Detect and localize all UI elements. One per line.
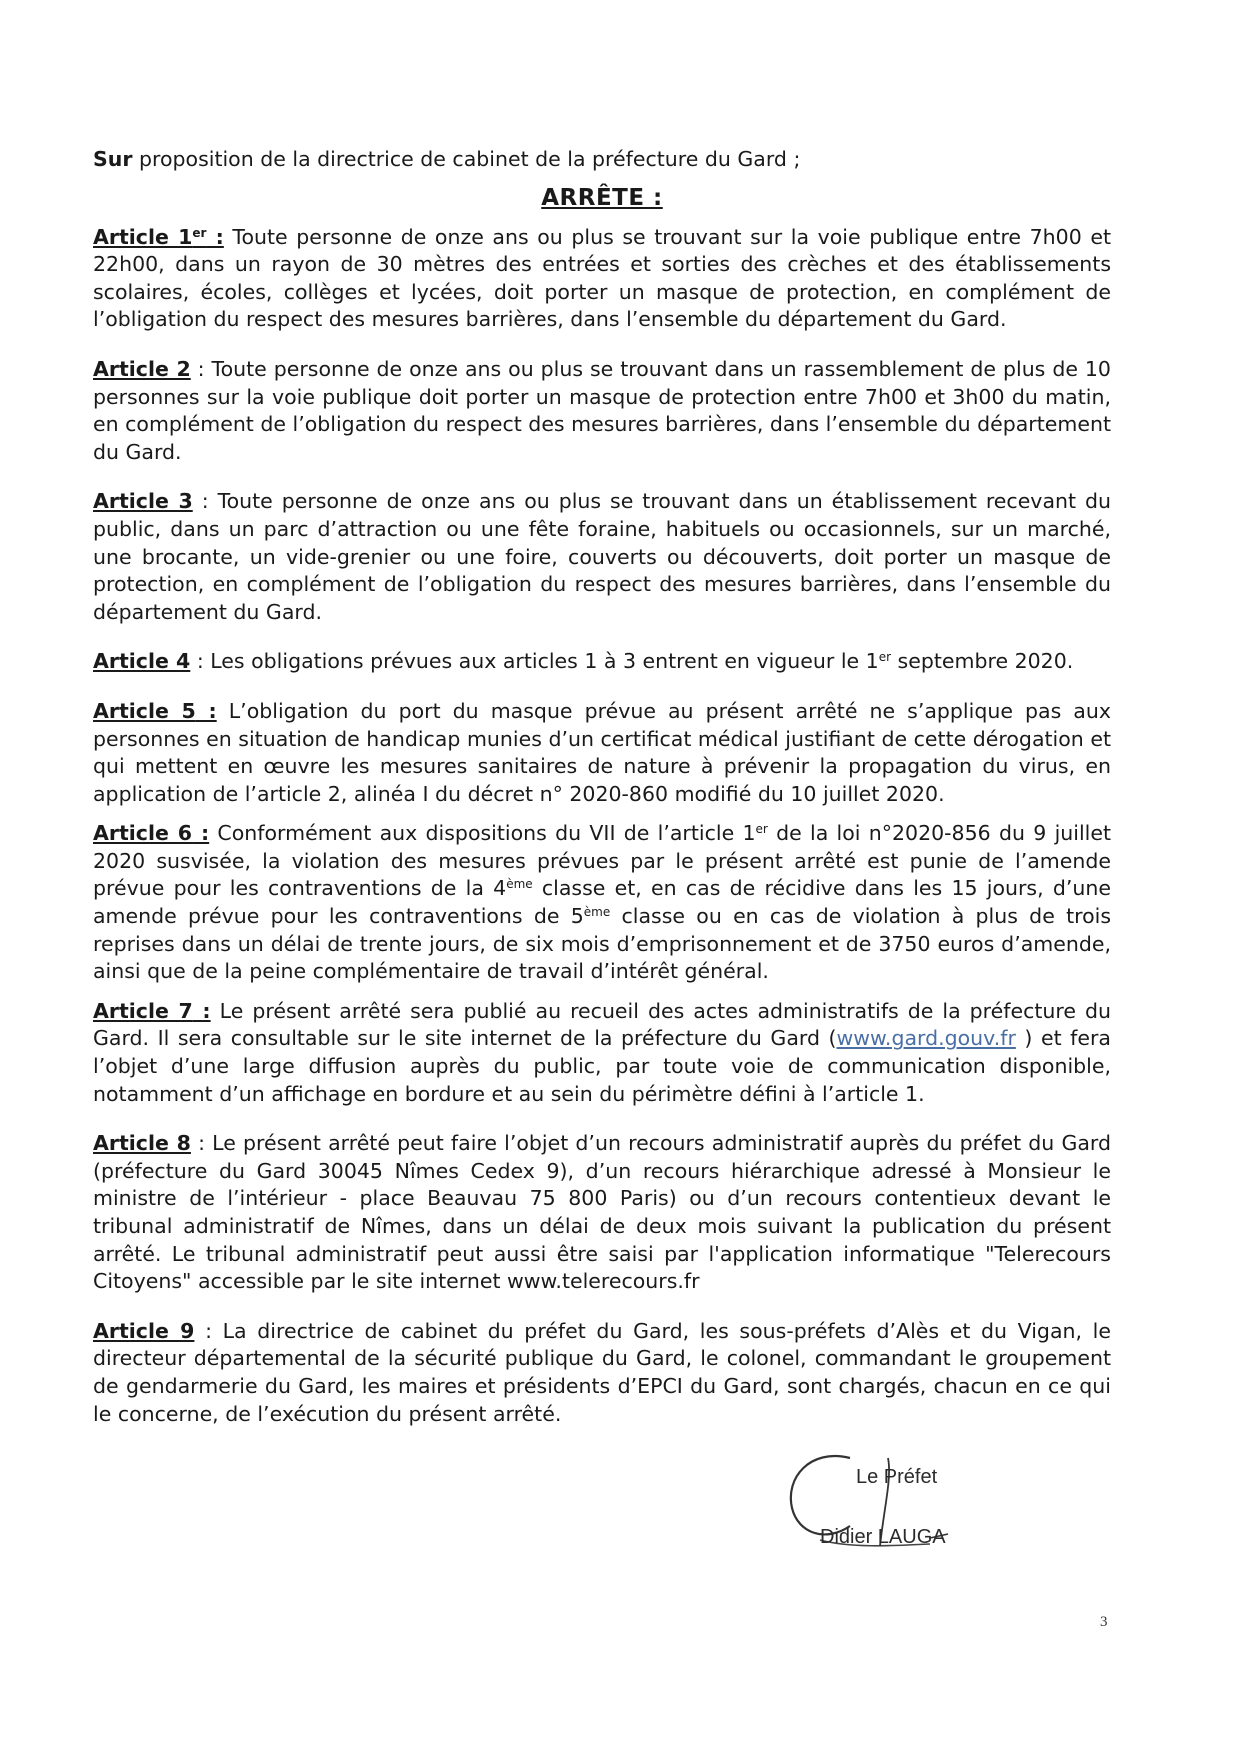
article-2: [93, 356, 1111, 466]
article-5-label: [93, 699, 217, 723]
article-6-label: [93, 821, 209, 845]
signature-title: Le Préfet: [856, 1466, 938, 1488]
article-4-text-b: septembre 2020.: [891, 649, 1074, 674]
article-6-text-b: de la loi n°2020-856 du 9 juillet 2020 susvisée, la violation des mesures prévues par le présent arrêté est punie de l’amende prévue pour les contraventions de la 4: [93, 821, 1111, 901]
article-3-sep: :: [192, 489, 209, 514]
decree-heading: ARRÊTE :: [541, 184, 663, 211]
article-6-text-a: Conformément aux dispositions du VII de l’article 1: [209, 821, 756, 846]
article-7-text-a: Le présent arrêté sera publié au recueil des actes administratifs de la préfecture du Gard. Il sera consultable sur le site internet de la préfecture du Gard (: [93, 998, 1111, 1051]
article-3-text: Toute personne de onze ans ou plus se trouvant dans un établissement recevant du public, dans un parc d’attraction ou une fête foraine, habituels ou occasionnels, sur un marché, une brocante, un vide-grenier ou une foire, couverts ou découverts, doit porter un masque de protection, en complément de l’obligation du respect des mesures barrières, dans l’ensemble du département du Gard.: [93, 489, 1111, 624]
article-6-text-d: classe ou en cas de violation à plus de trois reprises dans un délai de trente jours, de six mois d’emprisonnement et de 3750 euros d’amende, ainsi que de la peine complémentaire de travail d’intérêt général.: [93, 904, 1112, 984]
article-8-sep: :: [190, 1131, 206, 1156]
article-1-label-text: Article 1: [93, 224, 193, 249]
article-6-sup-c: ème: [583, 905, 611, 920]
signature-name: Didier LAUGA: [820, 1526, 946, 1548]
article-1-text: Toute personne de onze ans ou plus se trouvant sur la voie publique entre 7h00 et 22h00, dans un rayon de 30 mètres des entrées et sorties des crèches et des établissements scolaires, écoles, collèges et lycées, doit porter un masque de protection, en complément de l’obligation du respect des mesures barrières, dans l’ensemble du département du Gard.: [93, 224, 1111, 332]
intro-text: proposition de la directrice de cabinet de la préfecture du Gard ;: [132, 147, 801, 171]
page-number: 3: [1100, 1614, 1108, 1630]
article-2-text: Toute personne de onze ans ou plus se trouvant dans un rassemblement de plus de 10 personnes sur la voie publique doit porter un masque de protection entre 7h00 et 3h00 du matin, en complément de l’obligation du respect des mesures barrières, dans l’ensemble du département du Gard.: [93, 356, 1111, 464]
article-8-text: Le présent arrêté peut faire l’objet d’un recours administratif auprès du préfet du Gard (préfecture du Gard 30045 Nîmes Cedex 9), d’un recours hiérarchique adressé à Monsieur le ministre de l’intérieur - place Beauvau 75 800 Paris) ou d’un recours contentieux devant le tribunal administratif de Nîmes, dans un délai de deux mois suivant la publication du présent arrêté. Le tribunal administratif peut aussi être saisi par l'application informatique "Telerecours Citoyens" accessible par le site internet www.telerecours.fr: [93, 1131, 1111, 1294]
article-6-text-c: classe et, en cas de récidive dans les 15 jours, d’une amende prévue pour les contraventions de 5: [93, 876, 1111, 929]
article-1-label: [93, 225, 224, 249]
article-7-text-b: ) et fera l’objet d’une large diffusion auprès du public, par toute voie de communication disponible, notamment d’un affichage en bordure et au sein du périmètre défini à l’article 1.: [93, 1026, 1111, 1106]
article-4-sup: er: [878, 650, 892, 665]
article-6-label-sep: :: [192, 821, 210, 846]
intro-lead: Sur: [93, 147, 133, 171]
article-6-label-text: Article 6: [93, 821, 193, 846]
article-8: [93, 1130, 1111, 1296]
article-7-label-text: Article 7: [93, 998, 193, 1023]
article-6: [93, 820, 1111, 986]
article-1-label-sup: er: [192, 225, 207, 240]
article-4-label: Article 4: [93, 649, 191, 674]
article-6-sup-a: er: [755, 822, 768, 837]
article-5-label-text: Article 5: [93, 698, 196, 723]
article-9-sep: :: [194, 1318, 212, 1343]
article-3-label: Article 3: [93, 489, 193, 514]
intro-paragraph: [93, 146, 1111, 174]
article-2-label: Article 2: [93, 356, 191, 381]
prefecture-website-link[interactable]: www.gard.gouv.fr: [836, 1026, 1016, 1051]
article-7-label-sep: :: [192, 998, 211, 1023]
article-5: [93, 698, 1111, 808]
article-2-sep: :: [190, 356, 205, 381]
article-6-sup-b: ème: [506, 877, 533, 892]
article-4-text-a: Les obligations prévues aux articles 1 à 3 entrent en vigueur le 1: [203, 649, 879, 674]
article-5-text: L’obligation du port du masque prévue au présent arrêté ne s’applique pas aux personnes en situation de handicap munies d’un certificat médical justifiant de cette dérogation et qui mettent en œuvre les mesures sanitaires de nature à prévenir la propagation du virus, en application de l’article 2, alinéa I du décret n° 2020-860 modifié du 10 juillet 2020.: [93, 698, 1111, 806]
article-9-text: La directrice de cabinet du préfet du Gard, les sous-préfets d’Alès et du Vigan, le directeur départemental de la sécurité publique du Gard, le colonel, commandant le groupement de gendarmerie du Gard, les maires et présidents d’EPCI du Gard, sont chargés, chacun en ce qui le concerne, de l’exécution du présent arrêté.: [93, 1318, 1111, 1426]
document-body: [93, 146, 1111, 1450]
article-9-label: Article 9: [93, 1318, 195, 1343]
article-4-sep: :: [190, 649, 204, 674]
article-9: [93, 1318, 1111, 1428]
article-7-label: [93, 999, 211, 1023]
article-1: [93, 224, 1111, 334]
article-8-label: Article 8: [93, 1131, 191, 1156]
article-5-label-sep: :: [195, 698, 217, 723]
article-7: [93, 998, 1111, 1108]
article-4: [93, 648, 1111, 676]
article-3: [93, 488, 1111, 626]
article-1-label-sep: :: [206, 224, 224, 249]
signature-block: [780, 1448, 1000, 1568]
